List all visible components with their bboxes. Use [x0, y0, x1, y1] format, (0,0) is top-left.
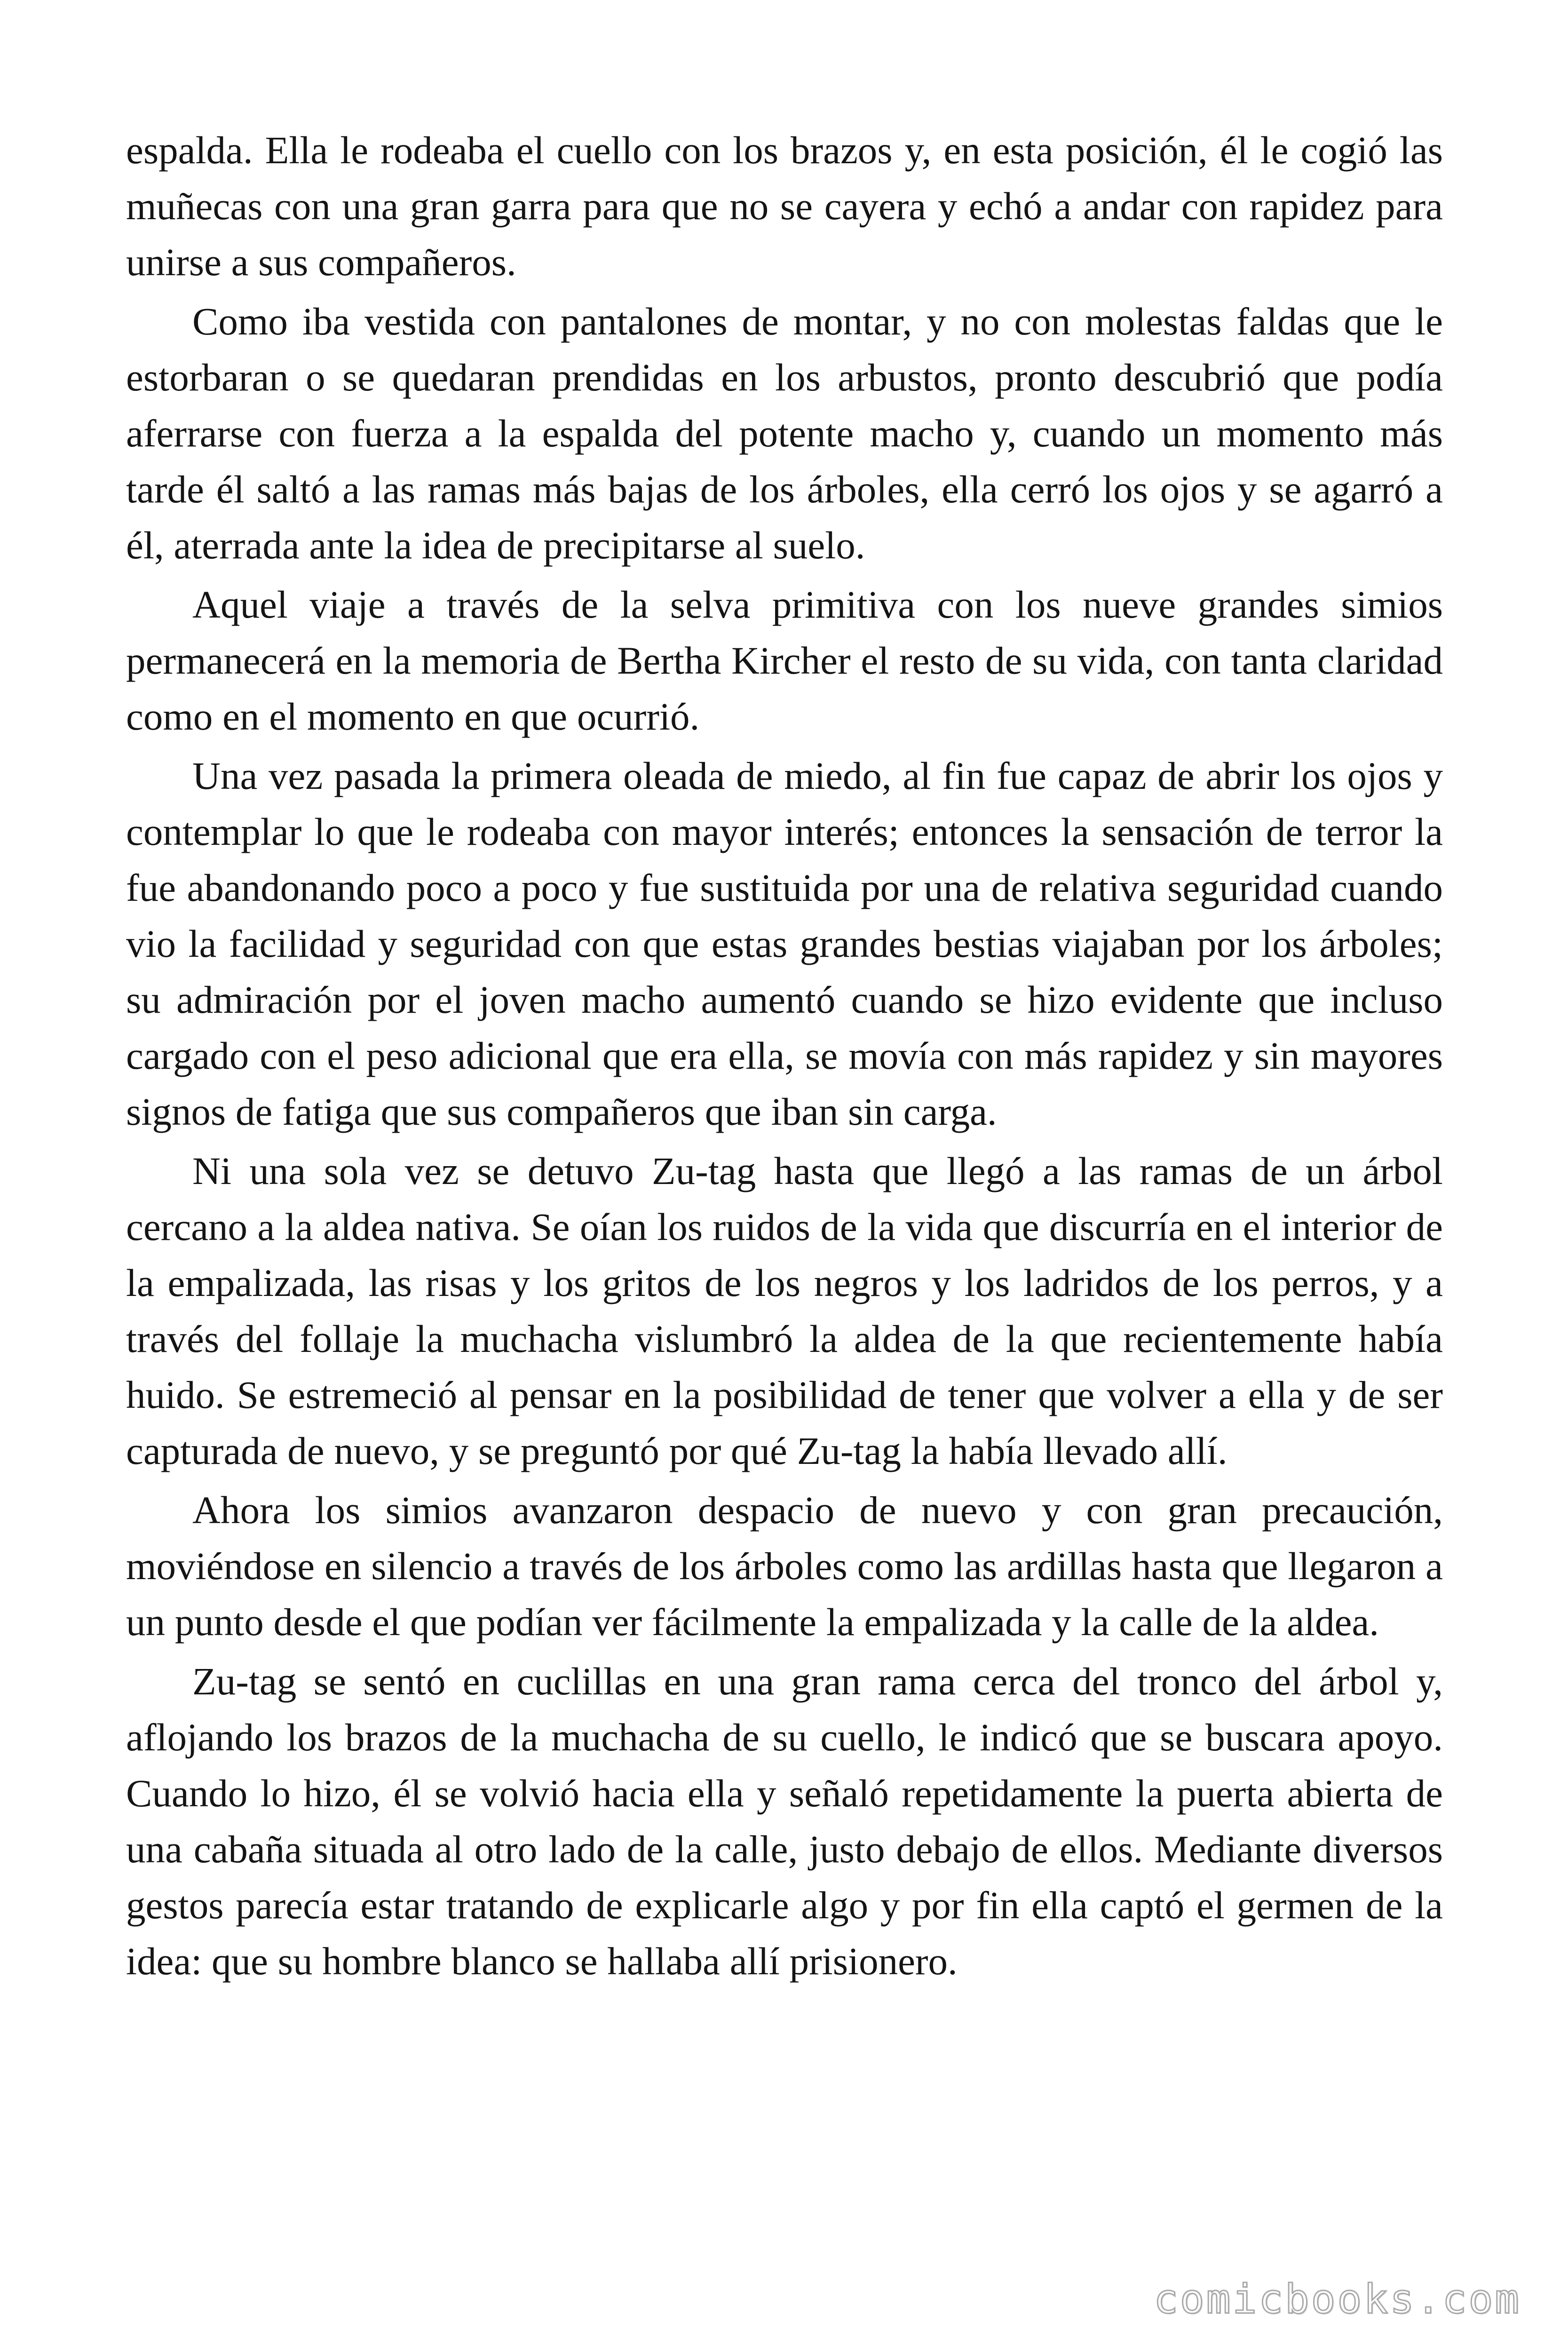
paragraph-6: Ahora los simios avanzaron despacio de nuevo y con gran precaución, moviéndose en silencio a través de los árboles como las ardillas hasta que llegaron a un punto desde el que podían ver fácilmente la empalizada y la calle de la aldea. — [126, 1488, 1443, 1644]
watermark: comicbooks.com — [1154, 2276, 1521, 2323]
page-body — [126, 122, 1443, 1993]
paragraph-5: Ni una sola vez se detuvo Zu-tag hasta que llegó a las ramas de un árbol cercano a la aldea nativa. Se oían los ruidos de la vida que discurría en el interior de la empalizada, las risas y los gritos de los negros y los ladridos de los perros, y a través del follaje la muchacha vislumbró la aldea de la que recientemente había huido. Se estremeció al pensar en la posibilidad de tener que volver a ella y de ser capturada de nuevo, y se preguntó por qué Zu-tag la había llevado allí. — [126, 1149, 1443, 1472]
paragraph-1: espalda. Ella le rodeaba el cuello con los brazos y, en esta posición, él le cogió las muñecas con una gran garra para que no se cayera y echó a andar con rapidez para unirse a sus compañeros. — [126, 128, 1443, 284]
paragraph-3: Aquel viaje a través de la selva primitiva con los nueve grandes simios permanecerá en la memoria de Bertha Kircher el resto de su vida, con tanta claridad como en el momento en que ocurrió. — [126, 583, 1443, 738]
paragraph-7: Zu-tag se sentó en cuclillas en una gran rama cerca del tronco del árbol y, aflojando los brazos de la muchacha de su cuello, le indicó que se buscara apoyo. Cuando lo hizo, él se volvió hacia ella y señaló repetidamente la puerta abierta de una cabaña situada al otro lado de la calle, justo debajo de ellos. Mediante diversos gestos parecía estar tratando de explicarle algo y por fin ella captó el germen de la idea: que su hombre blanco se hallaba allí prisionero. — [126, 1660, 1443, 1983]
paragraph-2: Como iba vestida con pantalones de montar, y no con molestas faldas que le estorbaran o se quedaran prendidas en los arbustos, pronto descubrió que podía aferrarse con fuerza a la espalda del potente macho y, cuando un momento más tarde él saltó a las ramas más bajas de los árboles, ella cerró los ojos y se agarró a él, aterrada ante la idea de precipitarse al suelo. — [126, 300, 1443, 567]
paragraph-4: Una vez pasada la primera oleada de miedo, al fin fue capaz de abrir los ojos y contemplar lo que le rodeaba con mayor interés; entonces la sensación de terror la fue abandonando poco a poco y fue sustituida por una de relativa seguridad cuando vio la facilidad y seguridad con que estas grandes bestias viajaban por los árboles; su admiración por el joven macho aumentó cuando se hizo evidente que incluso cargado con el peso adicional que era ella, se movía con más rapidez y sin mayores signos de fatiga que sus compañeros que iban sin carga. — [126, 754, 1443, 1133]
